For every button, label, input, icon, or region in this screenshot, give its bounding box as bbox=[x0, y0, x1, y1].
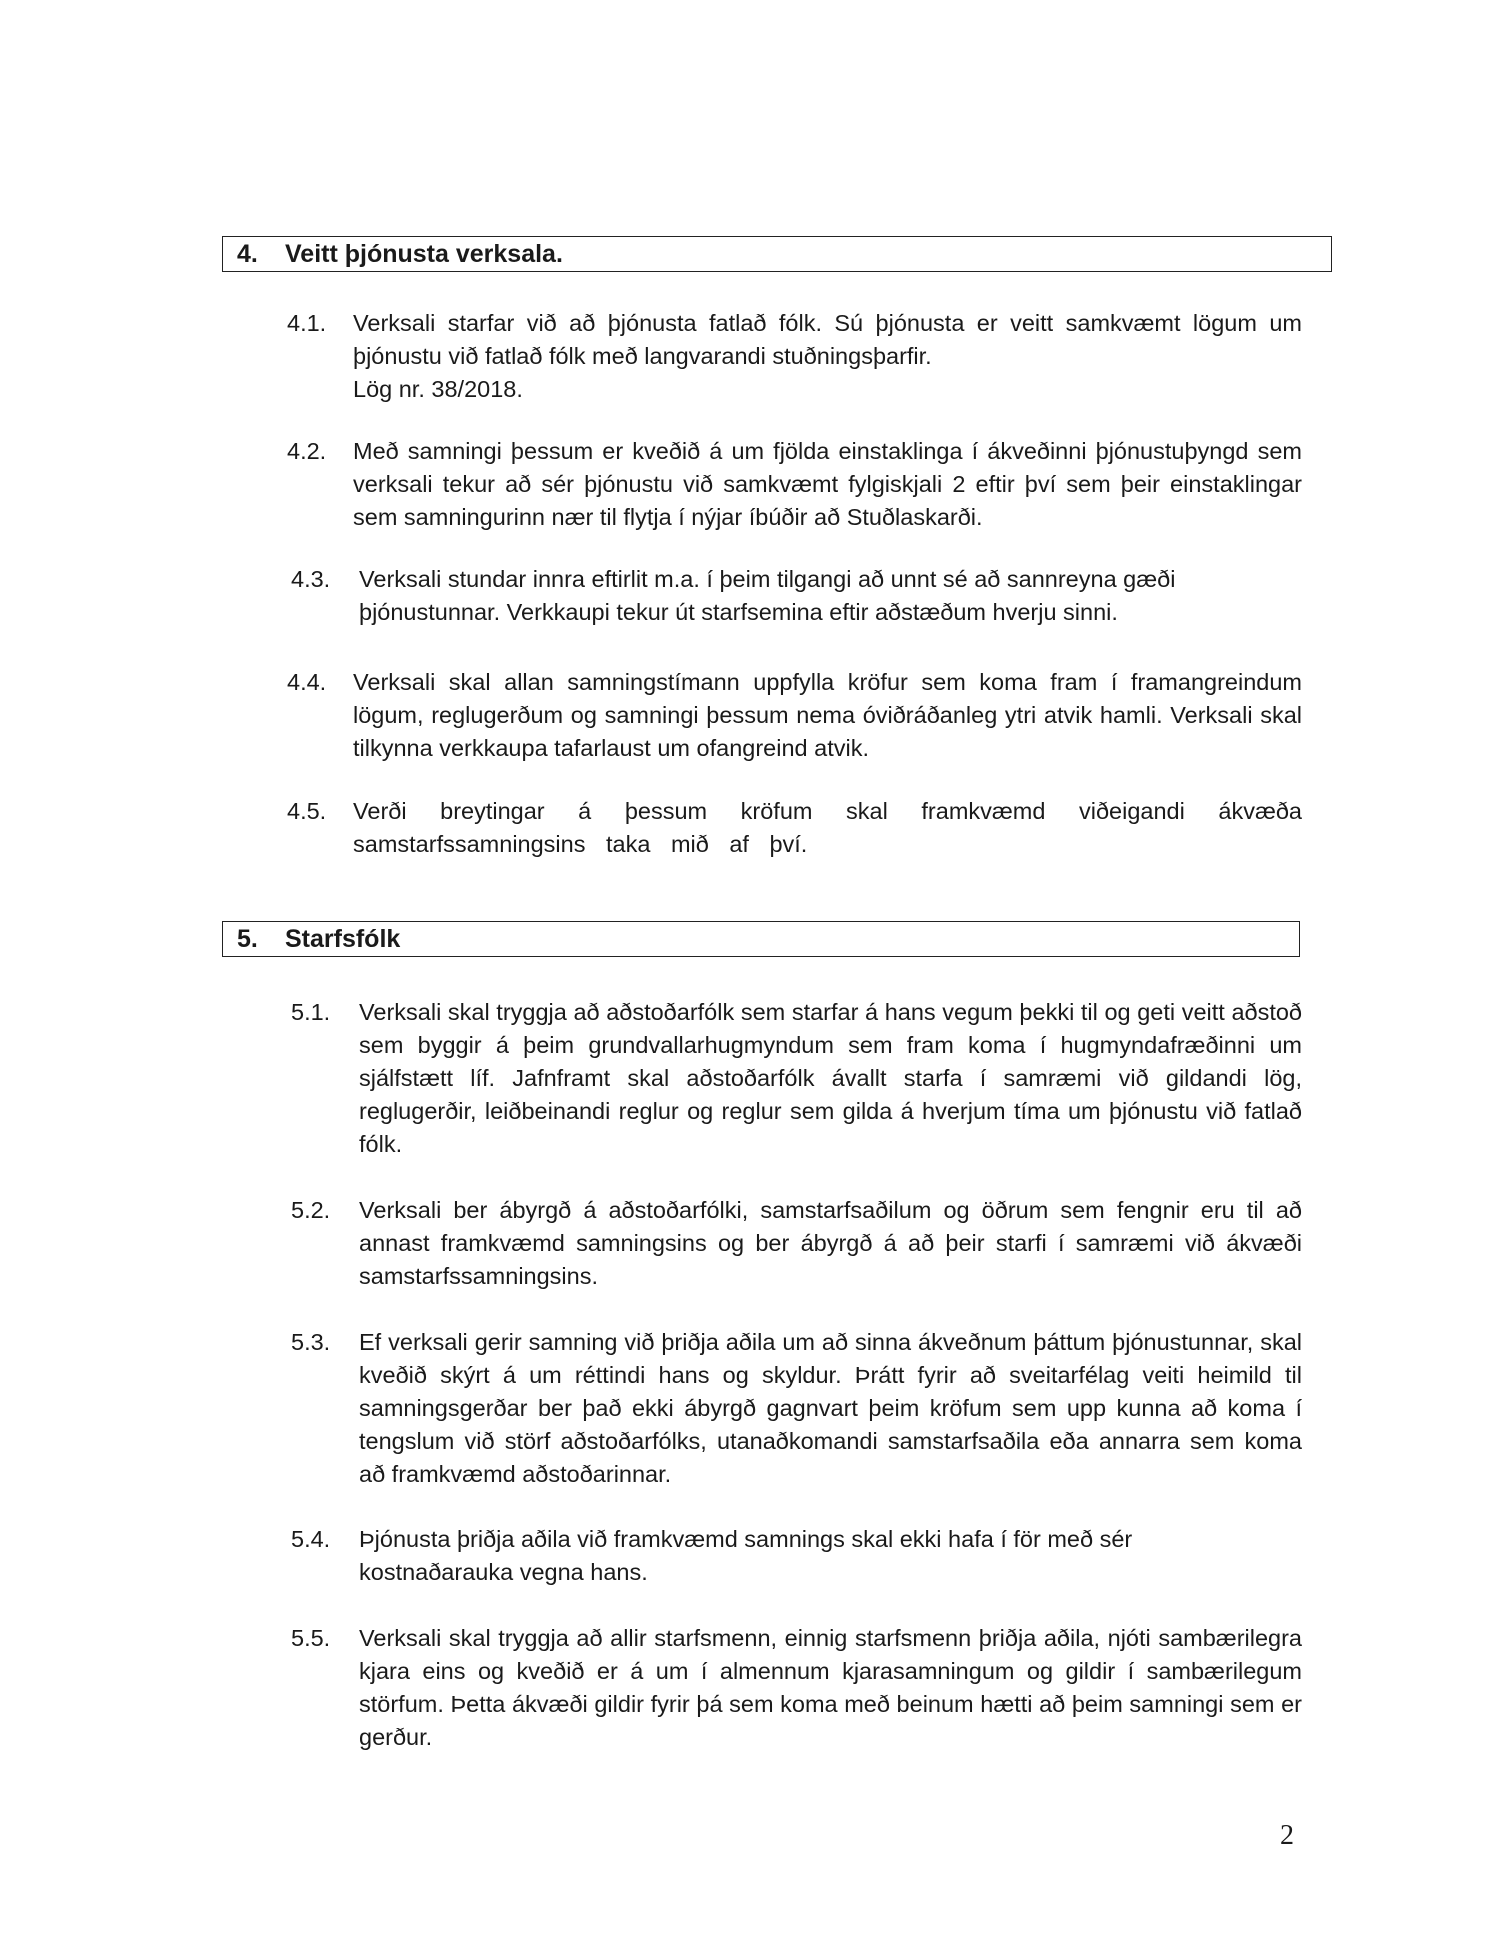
clause-text: Þjónusta þriðja aðila við framkvæmd samnings skal ekki hafa í för með sér bbox=[359, 1526, 1133, 1552]
clause-number: 5.1. bbox=[291, 999, 331, 1025]
clause-text: Verksali skal tryggja að aðstoðarfólk sem starfar á hans vegum þekki til og geti veitt aðstoð sem byggir á þeim grundvallarhugmyndum sem fram koma í hugmyndafræðinni um sjálfstætt líf. Jafnframt skal aðstoðarfólk ávallt starfa í samræmi við gildandi lög, reglugerðir, leiðbeinandi reglur og reglur sem gilda á hverjum tíma um þjónustu við fatlað fólk. bbox=[359, 999, 1302, 1157]
clause-number: 4.2. bbox=[287, 438, 327, 464]
clause bbox=[291, 1523, 1302, 1593]
clause-number: 5.2. bbox=[291, 1197, 331, 1223]
section-heading bbox=[222, 921, 1300, 957]
clause-number: 4.1. bbox=[287, 310, 327, 336]
clause-number: 4.5. bbox=[287, 798, 327, 824]
clause-text: Verksali starfar við að þjónusta fatlað fólk. Sú þjónusta er veitt samkvæmt lögum um þjónustu við fatlað fólk með langvarandi stuðningsþarfir. bbox=[353, 310, 1302, 369]
clause bbox=[291, 1194, 1302, 1294]
clause bbox=[291, 563, 1302, 633]
section-number: 5. bbox=[237, 924, 258, 953]
clause-number: 5.3. bbox=[291, 1329, 331, 1355]
clause bbox=[291, 996, 1302, 1162]
clause-text: Verksali stundar innra eftirlit m.a. í þeim tilgangi að unnt sé að sannreyna gæði bbox=[359, 566, 1176, 592]
clause-number: 4.4. bbox=[287, 669, 327, 695]
section-heading bbox=[222, 236, 1332, 272]
section-title: Veitt þjónusta verksala. bbox=[285, 239, 563, 268]
clause bbox=[291, 1326, 1302, 1492]
clause-number: 5.5. bbox=[291, 1625, 331, 1651]
clause-text: Verði breytingar á þessum kröfum skal framkvæmd viðeigandi ákvæða samstarfssamningsins taka mið af því. bbox=[353, 798, 1302, 857]
clause-text: Með samningi þessum er kveðið á um fjölda einstaklinga í ákveðinni þjónustuþyngd sem verksali tekur að sér þjónustu við samkvæmt fylgiskjali 2 eftir því sem þeir einstaklingar sem samningurinn nær til flytja í nýjar íbúðir að Stuðlaskarði. bbox=[353, 438, 1302, 530]
clause bbox=[287, 435, 1302, 535]
clause-number: 4.3. bbox=[291, 566, 331, 592]
clause-text: Ef verksali gerir samning við þriðja aðila um að sinna ákveðnum þáttum þjónustunnar, skal kveðið skýrt á um réttindi hans og skyldur. Þrátt fyrir að sveitarfélag veiti heimild til samningsgerðar ber það ekki ábyrgð gagnvart þeim kröfum sem upp kunna að koma í tengslum við störf aðstoðarfólks, utanaðkomandi samstarfsaðila eða annarra sem koma að framkvæmd aðstoðarinnar. bbox=[359, 1329, 1302, 1487]
clause bbox=[287, 795, 1302, 865]
clause-text: Lög nr. 38/2018. bbox=[353, 376, 523, 402]
clause-text: kostnaðarauka vegna hans. bbox=[359, 1559, 648, 1585]
clause-number: 5.4. bbox=[291, 1526, 331, 1552]
clause bbox=[287, 666, 1302, 766]
clause-text: þjónustunnar. Verkkaupi tekur út starfsemina eftir aðstæðum hverju sinni. bbox=[359, 599, 1118, 625]
section-number: 4. bbox=[237, 239, 258, 268]
clause-text: Verksali skal allan samningstímann uppfylla kröfur sem koma fram í framangreindum lögum, reglugerðum og samningi þessum nema óviðráðanleg ytri atvik hamli. Verksali skal tilkynna verkkaupa tafarlaust um ofangreind atvik. bbox=[353, 669, 1302, 761]
page-number: 2 bbox=[1280, 1820, 1294, 1851]
clause bbox=[287, 307, 1302, 407]
section-title: Starfsfólk bbox=[285, 924, 401, 953]
clause-text: Verksali skal tryggja að allir starfsmenn, einnig starfsmenn þriðja aðila, njóti sambærilegra kjara eins og kveðið er á um í almennum kjarasamningum og gildir í sambærilegum störfum. Þetta ákvæði gildir fyrir þá sem koma með beinum hætti að þeim samningi sem er gerður. bbox=[359, 1625, 1302, 1750]
clause bbox=[291, 1622, 1302, 1755]
clause-text: Verksali ber ábyrgð á aðstoðarfólki, samstarfsaðilum og öðrum sem fengnir eru til að annast framkvæmd samningsins og ber ábyrgð á að þeir starfi í samræmi við ákvæði samstarfssamningsins. bbox=[359, 1197, 1302, 1289]
